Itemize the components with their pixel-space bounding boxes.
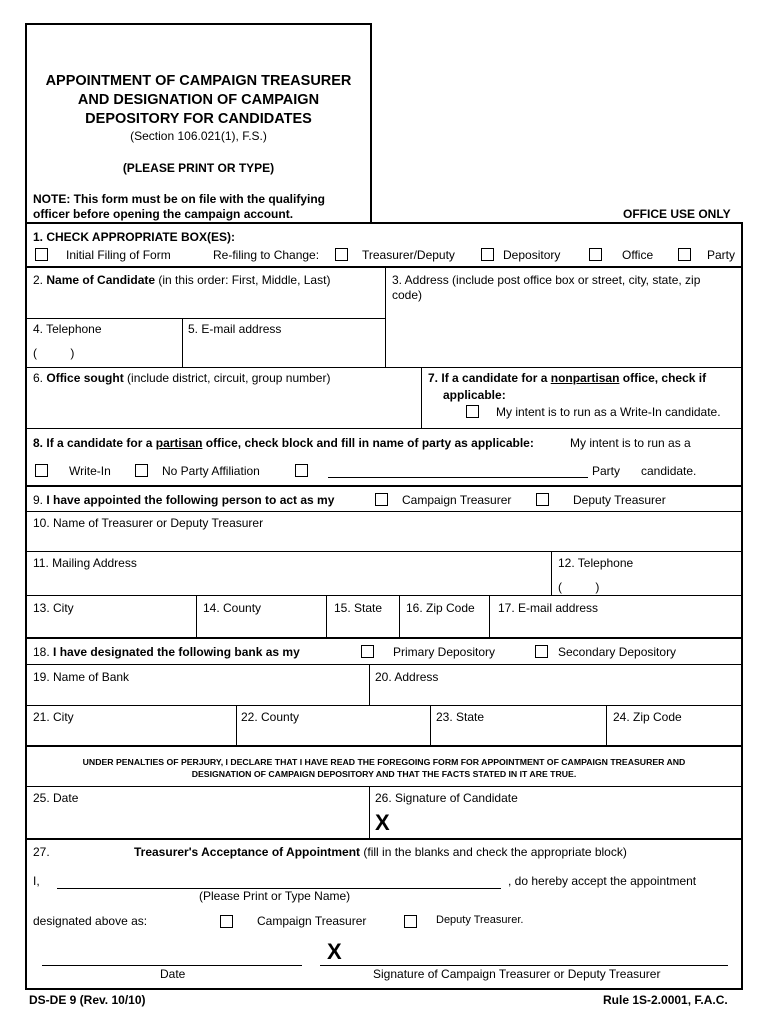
primary-depository-label: Primary Depository bbox=[393, 645, 496, 659]
divider bbox=[489, 595, 490, 637]
divider bbox=[25, 367, 743, 368]
rule-reference: Rule 1S-2.0001, F.A.C. bbox=[603, 993, 728, 1007]
divider bbox=[25, 838, 743, 840]
write-in-nonpartisan-label: My intent is to run as a Write-In candidate. bbox=[496, 405, 721, 419]
divider bbox=[182, 318, 183, 367]
form-number: DS-DE 9 (Rev. 10/10) bbox=[29, 993, 146, 1007]
write-in-nonpartisan-checkbox[interactable] bbox=[466, 405, 479, 418]
treasurer-signature-field[interactable] bbox=[320, 965, 728, 966]
acceptance-campaign-checkbox[interactable] bbox=[220, 915, 233, 928]
form-title-line3: DEPOSITORY FOR CANDIDATES bbox=[85, 111, 312, 127]
secondary-depository-checkbox[interactable] bbox=[535, 645, 548, 658]
divider bbox=[25, 318, 385, 319]
bank-designation-label: 18. I have designated the following bank as my bbox=[33, 645, 300, 659]
no-party-label: No Party Affiliation bbox=[162, 464, 260, 478]
deputy-treasurer-label: Deputy Treasurer bbox=[573, 493, 666, 507]
divider bbox=[385, 267, 386, 367]
email-label: 5. E-mail address bbox=[188, 322, 282, 336]
divider bbox=[551, 551, 552, 595]
bank-city-label: 21. City bbox=[33, 710, 74, 724]
divider bbox=[369, 786, 370, 838]
party-name-field[interactable] bbox=[328, 477, 588, 478]
candidate-word: candidate. bbox=[641, 464, 697, 478]
campaign-treasurer-label: Campaign Treasurer bbox=[402, 493, 512, 507]
divider bbox=[25, 266, 743, 268]
i-label: I, bbox=[33, 874, 40, 888]
bank-county-label: 22. County bbox=[241, 710, 300, 724]
acceptance-date-field[interactable] bbox=[42, 965, 302, 966]
bank-address-label: 20. Address bbox=[375, 670, 439, 684]
treasurer-deputy-checkbox[interactable] bbox=[335, 248, 348, 261]
candidate-name-label: 2. Name of Candidate (in this order: First, Middle, Last) bbox=[33, 273, 331, 287]
divider bbox=[25, 485, 743, 487]
party-word: Party bbox=[592, 464, 621, 478]
print-name-caption: (Please Print or Type Name) bbox=[199, 889, 351, 903]
divider bbox=[421, 367, 422, 428]
partisan-label: 8. If a candidate for a partisan office, check block and fill in name of party as applicable: bbox=[33, 436, 534, 450]
form-title-line2: AND DESIGNATION OF CAMPAIGN bbox=[77, 92, 320, 108]
treasurer-name-label: 10. Name of Treasurer or Deputy Treasurer bbox=[33, 516, 264, 530]
initial-filing-label: Initial Filing of Form bbox=[66, 248, 171, 262]
print-instruction: (PLEASE PRINT OR TYPE) bbox=[122, 161, 275, 175]
acceptance-deputy-label: Deputy Treasurer. bbox=[436, 914, 524, 926]
divider bbox=[25, 511, 743, 512]
divider bbox=[399, 595, 400, 637]
address-label-line1: 3. Address (include post office box or street, city, state, zip bbox=[392, 273, 701, 287]
divider bbox=[25, 786, 743, 787]
divider bbox=[25, 664, 743, 665]
office-sought-label: 6. Office sought (include district, circuit, group number) bbox=[33, 371, 331, 385]
perjury-statement-line1: UNDER PENALTIES OF PERJURY, I DECLARE THAT I HAVE READ THE FOREGOING FORM FOR APPOINTMENT OF CAMPAIGN TREASURER AND bbox=[82, 757, 686, 767]
acceptance-campaign-label: Campaign Treasurer bbox=[257, 914, 367, 928]
initial-filing-checkbox[interactable] bbox=[35, 248, 48, 261]
bank-zip-label: 24. Zip Code bbox=[613, 710, 682, 724]
divider bbox=[25, 705, 743, 706]
treasurer-email-label: 17. E-mail address bbox=[498, 601, 599, 615]
divider bbox=[196, 595, 197, 637]
divider bbox=[606, 705, 607, 745]
note-line1: NOTE: This form must be on file with the qualifying bbox=[33, 192, 326, 206]
divider bbox=[326, 595, 327, 637]
divider bbox=[25, 428, 743, 429]
treasurer-signature-caption: Signature of Campaign Treasurer or Deputy Treasurer bbox=[373, 967, 661, 981]
candidate-signature-label: 26. Signature of Candidate bbox=[375, 791, 518, 805]
refiling-label: Re-filing to Change: bbox=[213, 248, 320, 262]
state-label: 15. State bbox=[334, 601, 383, 615]
partisan-intent-label: My intent is to run as a bbox=[570, 436, 691, 450]
form-title-line1: APPOINTMENT OF CAMPAIGN TREASURER bbox=[45, 73, 352, 89]
appointed-label: 9. I have appointed the following person to act as my bbox=[33, 493, 335, 507]
mailing-address-label: 11. Mailing Address bbox=[33, 556, 137, 570]
bank-name-label: 19. Name of Bank bbox=[33, 670, 130, 684]
divider bbox=[369, 664, 370, 705]
accept-appointment-label: , do hereby accept the appointment bbox=[508, 874, 697, 888]
campaign-treasurer-checkbox[interactable] bbox=[375, 493, 388, 506]
nonpartisan-applicable: applicable: bbox=[443, 388, 506, 402]
candidate-signature-mark[interactable]: X bbox=[375, 810, 390, 835]
address-label-line2: code) bbox=[392, 288, 423, 302]
divider bbox=[236, 705, 237, 745]
acceptance-heading: Treasurer's Acceptance of Appointment (fill in the blanks and check the appropriate block) bbox=[134, 845, 627, 859]
office-label: Office bbox=[622, 248, 654, 262]
office-use-only: OFFICE USE ONLY bbox=[623, 207, 731, 221]
party-name-checkbox[interactable] bbox=[295, 464, 308, 477]
section1-heading: 1. CHECK APPROPRIATE BOX(ES): bbox=[33, 230, 236, 244]
deputy-treasurer-checkbox[interactable] bbox=[536, 493, 549, 506]
city-label: 13. City bbox=[33, 601, 74, 615]
treasurer-deputy-label: Treasurer/Deputy bbox=[362, 248, 455, 262]
county-label: 14. County bbox=[203, 601, 262, 615]
designated-label: designated above as: bbox=[33, 914, 148, 928]
divider bbox=[25, 745, 743, 747]
treasurer-telephone-area: ( ) bbox=[558, 580, 600, 594]
divider bbox=[25, 551, 743, 552]
perjury-statement-line2: DESIGNATION OF CAMPAIGN DEPOSITORY AND THAT THE FACTS STATED IN IT ARE TRUE. bbox=[191, 769, 577, 779]
treasurer-signature-mark[interactable]: X bbox=[327, 939, 342, 964]
telephone-area-code: ( ) bbox=[33, 346, 75, 360]
write-in-checkbox[interactable] bbox=[35, 464, 48, 477]
statute-reference: (Section 106.021(1), F.S.) bbox=[130, 129, 267, 143]
write-in-label: Write-In bbox=[69, 464, 111, 478]
acceptance-deputy-checkbox[interactable] bbox=[404, 915, 417, 928]
nonpartisan-label: 7. If a candidate for a nonpartisan office, check if bbox=[428, 371, 707, 385]
zip-label: 16. Zip Code bbox=[406, 601, 475, 615]
acceptance-date-caption: Date bbox=[160, 967, 186, 981]
primary-depository-checkbox[interactable] bbox=[361, 645, 374, 658]
telephone-label: 4. Telephone bbox=[33, 322, 102, 336]
no-party-checkbox[interactable] bbox=[135, 464, 148, 477]
divider bbox=[25, 637, 743, 639]
party-checkbox[interactable] bbox=[678, 248, 691, 261]
office-checkbox[interactable] bbox=[589, 248, 602, 261]
note-line2: officer before opening the campaign account. bbox=[33, 207, 294, 221]
section27-number: 27. bbox=[33, 845, 50, 859]
divider bbox=[25, 595, 743, 596]
depository-checkbox[interactable] bbox=[481, 248, 494, 261]
party-label: Party bbox=[707, 248, 736, 262]
date-label: 25. Date bbox=[33, 791, 79, 805]
treasurer-telephone-label: 12. Telephone bbox=[558, 556, 634, 570]
divider bbox=[430, 705, 431, 745]
secondary-depository-label: Secondary Depository bbox=[558, 645, 677, 659]
depository-label: Depository bbox=[503, 248, 561, 262]
bank-state-label: 23. State bbox=[436, 710, 485, 724]
